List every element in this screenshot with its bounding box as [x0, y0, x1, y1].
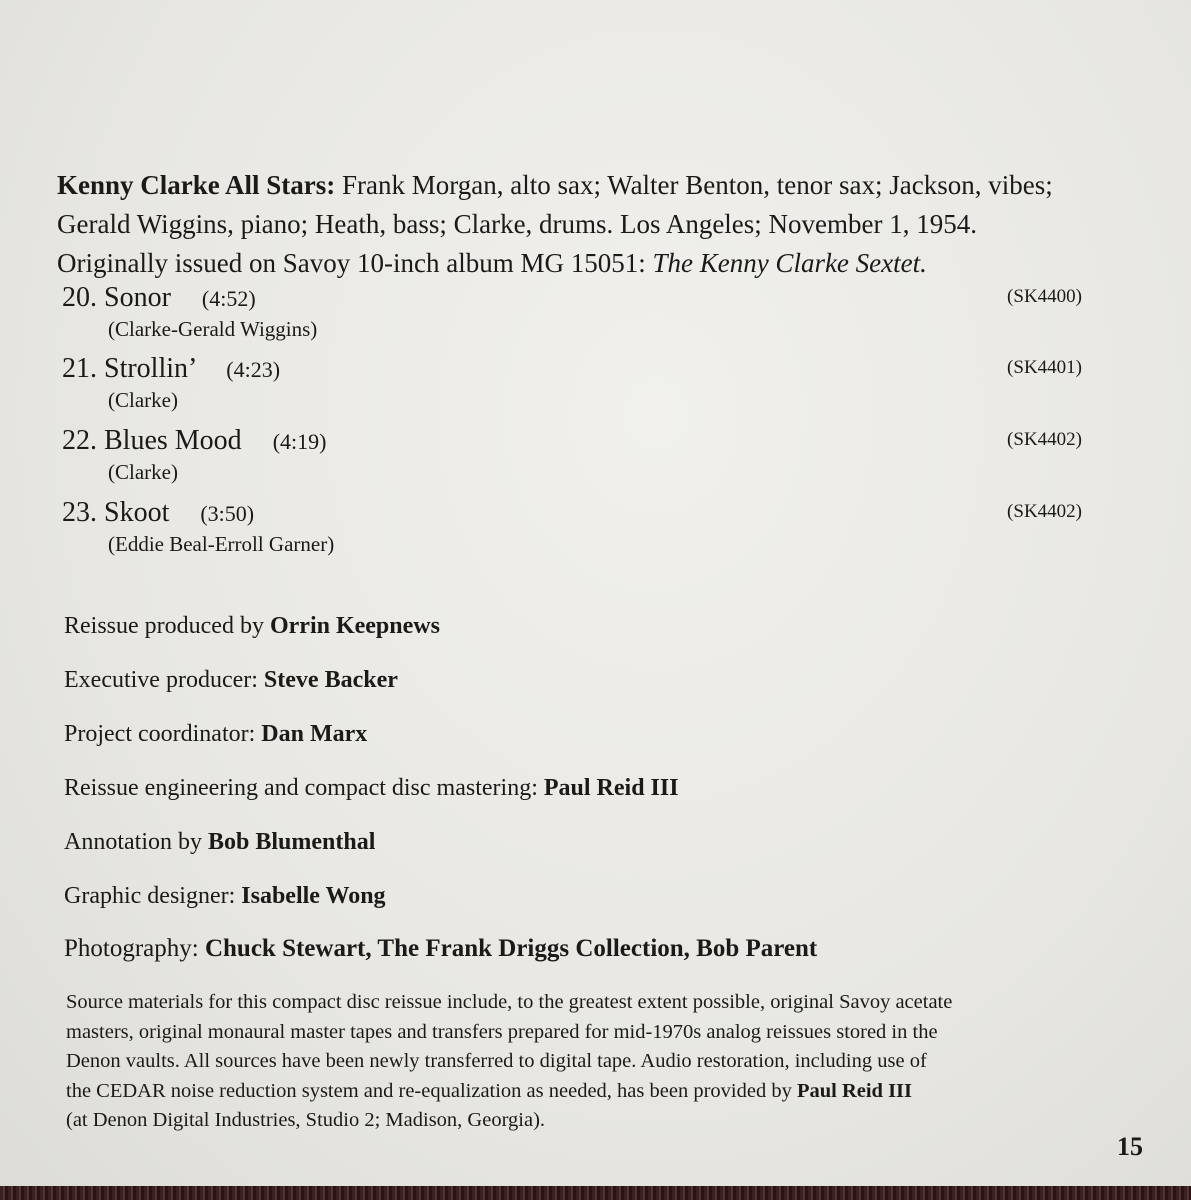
note-text: the CEDAR noise reduction system and re-equalization as needed, has been provided by [66, 1079, 792, 1102]
track-item [62, 282, 1082, 343]
track-composer: (Clarke) [108, 388, 178, 412]
credit-name: Dan Marx [261, 721, 368, 747]
track-duration: (4:52) [201, 286, 256, 311]
track-matrix-code: (SK4402) [1007, 429, 1082, 450]
credit-role: Photography: [64, 935, 199, 962]
album-title: The Kenny Clarke Sextet. [652, 248, 927, 278]
track-title: Strollin’ [104, 353, 196, 384]
track-composer: (Clarke) [108, 460, 178, 484]
track-composer: (Clarke-Gerald Wiggins) [108, 317, 318, 341]
track-heading [62, 282, 1082, 315]
note-line [66, 1077, 1146, 1107]
credit-name: Steve Backer [263, 667, 398, 693]
track-heading [62, 497, 1082, 530]
credit-line [64, 880, 386, 912]
track-duration: (4:19) [272, 429, 327, 454]
page-edge [0, 1186, 1191, 1200]
credit-line [64, 718, 367, 750]
engineer-name: Paul Reid III [796, 1079, 913, 1102]
page-number: 15 [1117, 1132, 1143, 1161]
track-matrix-code: (SK4402) [1007, 501, 1082, 522]
credit-line [64, 610, 440, 642]
track-heading [62, 353, 1082, 386]
credit-line [64, 826, 375, 858]
track-item [62, 497, 1082, 558]
credit-line [64, 664, 398, 696]
note-line: Denon vaults. All sources have been newly transferred to digital tape. Audio restoration, including use of [66, 1050, 927, 1072]
credit-name: Chuck Stewart, The Frank Driggs Collection, Bob Parent [204, 935, 818, 962]
credit-name: Paul Reid III [543, 775, 679, 801]
track-number: 23. [62, 497, 97, 528]
credit-role: Reissue produced by [64, 613, 264, 639]
track-title: Sonor [104, 282, 171, 313]
track-matrix-code: (SK4400) [1007, 286, 1082, 307]
track-title: Skoot [104, 497, 170, 528]
note-line: (at Denon Digital Industries, Studio 2; Madison, Georgia). [66, 1109, 546, 1131]
credit-name: Bob Blumenthal [208, 829, 376, 855]
track-item [62, 425, 1082, 486]
track-duration: (3:50) [200, 501, 255, 526]
personnel-part-1: Frank Morgan, alto sax; Walter Benton, tenor sax; Jackson, vibes; [342, 170, 1053, 200]
credit-role: Annotation by [64, 829, 202, 855]
track-title: Blues Mood [104, 425, 242, 456]
note-line: Source materials for this compact disc reissue include, to the greatest extent possible, original Savoy acetate [66, 991, 953, 1013]
session-line-3 [57, 244, 1137, 283]
track-number: 20. [62, 282, 97, 313]
credit-line [64, 772, 679, 804]
source-materials-note [66, 988, 1146, 1136]
group-name: Kenny Clarke All Stars: [57, 170, 336, 200]
track-duration: (4:23) [226, 357, 281, 382]
session-line-2: Gerald Wiggins, piano; Heath, bass; Clarke, drums. Los Angeles; November 1, 1954. [57, 209, 978, 239]
track-matrix-code: (SK4401) [1007, 357, 1082, 378]
credit-name: Orrin Keepnews [269, 613, 440, 639]
track-heading [62, 425, 1082, 458]
credit-role: Reissue engineering and compact disc mastering: [64, 775, 538, 801]
original-issue: Originally issued on Savoy 10-inch album MG 15051: [57, 248, 646, 278]
track-composer: (Eddie Beal-Erroll Garner) [108, 532, 335, 556]
track-number: 22. [62, 425, 97, 456]
track-item [62, 353, 1082, 414]
session-line-1 [57, 166, 1137, 205]
credit-name: Isabelle Wong [241, 883, 386, 909]
track-number: 21. [62, 353, 97, 384]
credit-line [64, 933, 817, 965]
note-line: masters, original monaural master tapes and transfers prepared for mid-1970s analog reissues stored in the [66, 1020, 938, 1043]
credit-role: Executive producer: [64, 667, 258, 693]
session-info [57, 166, 1137, 283]
credit-role: Project coordinator: [64, 721, 256, 747]
credit-role: Graphic designer: [64, 883, 236, 909]
